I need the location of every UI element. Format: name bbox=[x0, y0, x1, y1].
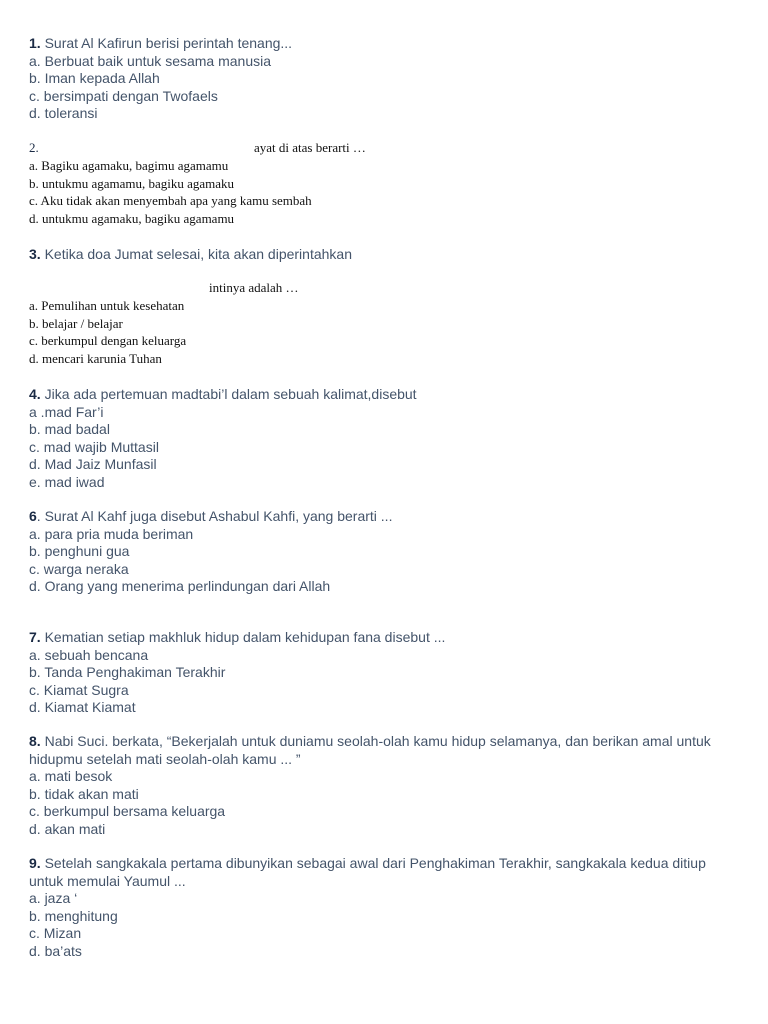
question-9-stem: 9. Setelah sangkakala pertama dibunyikan sebagai awal dari Penghakiman Terakhir, sangkakala kedua ditiup untuk memulai Yaumul ... bbox=[29, 855, 706, 889]
option-b: b. Iman kepada Allah bbox=[29, 70, 160, 87]
question-4-stem: 4. Jika ada pertemuan madtabi’l dalam sebuah kalimat,disebut bbox=[29, 386, 417, 402]
question-number: 1. bbox=[29, 35, 41, 51]
option-a: a. para pria muda beriman bbox=[29, 525, 194, 542]
option-e: e. mad iwad bbox=[29, 473, 105, 490]
option-d: d. ba’ats bbox=[29, 942, 82, 959]
question-7-stem: 7. Kematian setiap makhluk hidup dalam kehidupan fana disebut ... bbox=[29, 629, 446, 645]
question-3-stem: 3. Ketika doa Jumat selesai, kita akan diperintahkan bbox=[29, 246, 352, 262]
option-b: b. mad badal bbox=[29, 421, 110, 438]
question-4 bbox=[29, 386, 729, 492]
option-a: a. jaza ‘ bbox=[29, 890, 78, 907]
option-d: d. Mad Jaiz Munfasil bbox=[29, 456, 157, 473]
question-2-stem-text: ayat di atas berarti … bbox=[254, 140, 366, 155]
question-6-stem: 6. Surat Al Kahf juga disebut Ashabul Kahfi, yang berarti ... bbox=[29, 508, 393, 524]
option-b: b. untukmu agamamu, bagiku agamaku bbox=[29, 175, 235, 191]
option-c: c. Kiamat Sugra bbox=[29, 681, 129, 698]
option-d: d. Orang yang menerima perlindungan dari Allah bbox=[29, 578, 331, 595]
option-a: a. mati besok bbox=[29, 768, 113, 785]
option-c: c. berkumpul dengan keluarga bbox=[29, 333, 187, 349]
option-d: d. toleransi bbox=[29, 105, 98, 122]
question-number: 6 bbox=[29, 508, 37, 524]
question-3-continued bbox=[29, 279, 729, 368]
option-a: a. Berbuat baik untuk sesama manusia bbox=[29, 52, 272, 69]
option-c: c. Aku tidak akan menyembah apa yang kamu sembah bbox=[29, 193, 312, 209]
question-9 bbox=[29, 855, 739, 961]
question-number: 4. bbox=[29, 386, 41, 402]
option-a: a. Pemulihan untuk kesehatan bbox=[29, 297, 185, 313]
question-3 bbox=[29, 246, 729, 264]
option-b: b. belajar / belajar bbox=[29, 315, 123, 331]
question-1-stem: 1. Surat Al Kafirun berisi perintah tenang... bbox=[29, 35, 293, 51]
question-number: 2. bbox=[29, 140, 39, 155]
question-3-stem-continued: intinya adalah … bbox=[209, 280, 299, 295]
question-2-stem bbox=[29, 139, 729, 157]
option-c: c. mad wajib Muttasil bbox=[29, 438, 159, 455]
question-8 bbox=[29, 733, 739, 839]
option-c: c. warga neraka bbox=[29, 560, 129, 577]
question-8-stem: 8. Nabi Suci. berkata, “Bekerjalah untuk duniamu seolah-olah kamu hidup selamanya, dan berikan amal untuk hidupmu setelah mati seolah-olah kamu ... ” bbox=[29, 733, 711, 767]
question-1 bbox=[29, 35, 729, 123]
option-d: d. akan mati bbox=[29, 820, 106, 837]
option-a: a .mad Far’i bbox=[29, 403, 104, 420]
option-b: b. Tanda Penghakiman Terakhir bbox=[29, 664, 226, 681]
question-number: 3. bbox=[29, 246, 41, 262]
question-number: 7. bbox=[29, 629, 41, 645]
question-number: 9. bbox=[29, 855, 41, 871]
question-6 bbox=[29, 508, 729, 596]
option-a: a. Bagiku agamaku, bagimu agamamu bbox=[29, 157, 229, 173]
option-c: c. Mizan bbox=[29, 925, 82, 942]
option-b: b. penghuni gua bbox=[29, 543, 130, 560]
option-b: b. tidak akan mati bbox=[29, 785, 139, 802]
question-7 bbox=[29, 629, 729, 717]
question-2 bbox=[29, 139, 729, 228]
option-a: a. sebuah bencana bbox=[29, 646, 149, 663]
option-d: d. untukmu agamaku, bagiku agamamu bbox=[29, 211, 235, 227]
question-number: 8. bbox=[29, 733, 41, 749]
option-c: c. bersimpati dengan Twofaels bbox=[29, 87, 218, 104]
option-b: b. menghitung bbox=[29, 907, 118, 924]
option-c: c. berkumpul bersama keluarga bbox=[29, 803, 226, 820]
option-d: d. mencari karunia Tuhan bbox=[29, 351, 162, 367]
option-d: d. Kiamat Kiamat bbox=[29, 699, 136, 716]
